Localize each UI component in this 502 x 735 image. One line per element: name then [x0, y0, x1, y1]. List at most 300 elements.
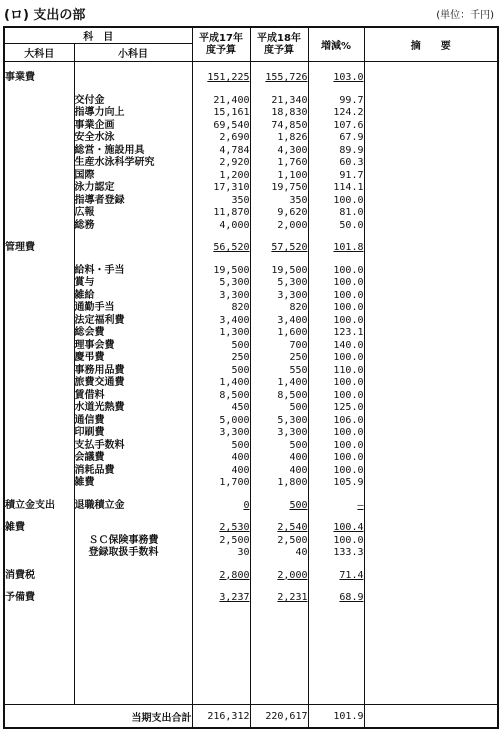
spacer-row: [4, 232, 498, 242]
spacer-row: [4, 605, 498, 615]
category-cell: [4, 95, 74, 108]
value-h18: [250, 242, 308, 255]
category-label: 消費税: [4, 570, 74, 583]
table-row: [4, 277, 498, 290]
value-h18: 1,400: [250, 377, 308, 390]
remarks-cell: [364, 415, 498, 428]
value-h18: 1,760: [250, 157, 308, 170]
value-pct: 106.0: [308, 415, 364, 428]
value-h18: 3,400: [250, 315, 308, 328]
item-label: [74, 72, 192, 85]
category-cell: [4, 427, 74, 440]
remarks-cell: [364, 315, 498, 328]
category-cell: [4, 365, 74, 378]
value-h18: 700: [250, 340, 308, 353]
remarks-cell: [364, 427, 498, 440]
item-label: 慶弔費: [74, 352, 192, 365]
remarks-cell: [364, 465, 498, 478]
category-cell: [4, 440, 74, 453]
value-pct: 110.0: [308, 365, 364, 378]
category-cell: [4, 170, 74, 183]
value-pct: 100.0: [308, 315, 364, 328]
category-cell: [4, 120, 74, 133]
value-h18: 3,300: [250, 427, 308, 440]
table-row: [4, 95, 498, 108]
table-row: [4, 340, 498, 353]
value-h18: 21,340: [250, 95, 308, 108]
value-h18: [250, 522, 308, 535]
category-cell: [4, 220, 74, 233]
value-h18: 820: [250, 302, 308, 315]
value-h17: [192, 570, 250, 583]
value-h18: 19,750: [250, 182, 308, 195]
item-label: 生産水泳科学研究: [74, 157, 192, 170]
remarks-cell: [364, 352, 498, 365]
value-h17-text: 2,800: [219, 569, 250, 581]
table-row: [4, 452, 498, 465]
total-row: [4, 705, 498, 729]
category-cell: [4, 145, 74, 158]
value-h17-text: 0: [243, 499, 250, 511]
item-label: 総会費: [74, 327, 192, 340]
remarks-cell: [364, 277, 498, 290]
remarks-cell: [364, 390, 498, 403]
value-h18: 8,500: [250, 390, 308, 403]
item-label: 印刷費: [74, 427, 192, 440]
value-pct-text: 101.8: [333, 242, 364, 253]
category-cell: [4, 195, 74, 208]
remarks-cell: [364, 440, 498, 453]
value-h18: [250, 592, 308, 605]
item-label: 消耗品費: [74, 465, 192, 478]
spacer-row: [4, 490, 498, 500]
category-cell: [4, 547, 74, 560]
value-h18: 250: [250, 352, 308, 365]
value-h18: 1,600: [250, 327, 308, 340]
category-cell: [4, 535, 74, 548]
table-row: [4, 107, 498, 120]
value-h18: 4,300: [250, 145, 308, 158]
category-cell: [4, 157, 74, 170]
total-h18: 220,617: [250, 705, 308, 729]
value-h17: 5,300: [192, 277, 250, 290]
value-h17: 11,870: [192, 207, 250, 220]
table-row: [4, 195, 498, 208]
header-h18: [250, 27, 308, 62]
table-row: [4, 182, 498, 195]
value-h18: 1,100: [250, 170, 308, 183]
category-label: 管理費: [4, 242, 74, 255]
value-h17: [192, 72, 250, 85]
value-pct: 125.0: [308, 402, 364, 415]
item-label: 支払手数料: [74, 440, 192, 453]
value-h18: [250, 570, 308, 583]
remarks-cell: [364, 705, 498, 729]
section-row: [4, 72, 498, 85]
value-h17: 500: [192, 340, 250, 353]
value-pct: 100.0: [308, 535, 364, 548]
value-h18: 2,500: [250, 535, 308, 548]
remarks-cell: [364, 522, 498, 535]
section-row: [4, 242, 498, 255]
value-pct: [308, 522, 364, 535]
item-label: 総営・施設用具: [74, 145, 192, 158]
item-label: 雑給: [74, 290, 192, 303]
header-h18-line2: 度予算: [264, 44, 294, 56]
value-pct: [308, 592, 364, 605]
value-pct: 105.9: [308, 477, 364, 490]
item-label: 事務用品費: [74, 365, 192, 378]
remarks-cell: [364, 157, 498, 170]
item-label: 理事会費: [74, 340, 192, 353]
value-h17: 21,400: [192, 95, 250, 108]
table-row: [4, 377, 498, 390]
item-label: 旅費交通費: [74, 377, 192, 390]
spacer-row: [4, 582, 498, 592]
total-pct: 101.9: [308, 705, 364, 729]
header-h18-line1: 平成18年: [257, 32, 301, 44]
value-h18: 500: [250, 402, 308, 415]
table-row: [4, 547, 498, 560]
value-pct-text: 68.9: [339, 592, 364, 603]
value-h17-text: 2,530: [219, 522, 250, 533]
header-dai: 大科目: [4, 44, 74, 62]
value-pct: 100.0: [308, 265, 364, 278]
value-h18-text: 155,726: [265, 72, 308, 83]
table-row: [4, 170, 498, 183]
value-h17: 2,920: [192, 157, 250, 170]
value-h18: 3,300: [250, 290, 308, 303]
remarks-cell: [364, 290, 498, 303]
value-pct: [308, 242, 364, 255]
remarks-cell: [364, 182, 498, 195]
table-row: [4, 440, 498, 453]
category-cell: [4, 465, 74, 478]
value-pct: 100.0: [308, 195, 364, 208]
value-h18: 1,826: [250, 132, 308, 145]
value-h18: 5,300: [250, 277, 308, 290]
value-h17: 400: [192, 465, 250, 478]
category-cell: [4, 340, 74, 353]
table-row: [4, 265, 498, 278]
value-h17: 4,784: [192, 145, 250, 158]
value-h18-text: 2,231: [277, 592, 308, 603]
value-pct: 133.3: [308, 547, 364, 560]
remarks-cell: [364, 132, 498, 145]
value-h17: [192, 500, 250, 513]
expense-table: [3, 26, 499, 729]
category-cell: [4, 402, 74, 415]
category-cell: [4, 290, 74, 303]
table-row: [4, 427, 498, 440]
category-cell: [4, 265, 74, 278]
remarks-cell: [364, 500, 498, 513]
value-h17: [192, 242, 250, 255]
value-pct: 100.0: [308, 440, 364, 453]
value-pct: 100.0: [308, 302, 364, 315]
table-row: [4, 402, 498, 415]
table-row: [4, 220, 498, 233]
value-h17: 3,300: [192, 290, 250, 303]
table-row: [4, 315, 498, 328]
value-pct: 99.7: [308, 95, 364, 108]
value-h17-text: 3,237: [219, 592, 250, 603]
remarks-cell: [364, 95, 498, 108]
spacer-row: [4, 85, 498, 95]
item-label: 総務: [74, 220, 192, 233]
remarks-cell: [364, 220, 498, 233]
value-h17: 820: [192, 302, 250, 315]
category-cell: [4, 302, 74, 315]
spacer-row: [4, 512, 498, 522]
value-h17-text: 151,225: [207, 72, 250, 83]
item-label: 賃借料: [74, 390, 192, 403]
remarks-cell: [364, 107, 498, 120]
table-row: [4, 365, 498, 378]
category-label: 積立金支出: [4, 500, 74, 513]
remarks-cell: [364, 452, 498, 465]
value-pct: 91.7: [308, 170, 364, 183]
category-cell: [4, 452, 74, 465]
remarks-cell: [364, 72, 498, 85]
table-row: [4, 290, 498, 303]
value-h17: 1,300: [192, 327, 250, 340]
section-row: [4, 522, 498, 535]
item-label: 退職積立金: [74, 500, 192, 513]
table-row: [4, 302, 498, 315]
value-h18-text: 57,520: [271, 242, 308, 253]
item-label: 国際: [74, 170, 192, 183]
value-h17: 450: [192, 402, 250, 415]
remarks-cell: [364, 145, 498, 158]
item-label: 安全水泳: [74, 132, 192, 145]
section-row: [4, 592, 498, 605]
table-row: [4, 132, 498, 145]
table-row: [4, 157, 498, 170]
item-label: 泳力認定: [74, 182, 192, 195]
value-pct: 124.2: [308, 107, 364, 120]
value-h17: [192, 522, 250, 535]
value-h17: 500: [192, 440, 250, 453]
section-row: [4, 500, 498, 513]
value-h17: 350: [192, 195, 250, 208]
value-h17: 15,161: [192, 107, 250, 120]
value-pct-text: 103.0: [333, 72, 364, 83]
value-pct: [308, 72, 364, 85]
value-pct: 100.0: [308, 377, 364, 390]
value-h18: 400: [250, 465, 308, 478]
header-h17-line1: 平成17年: [199, 32, 243, 44]
item-label: 広報: [74, 207, 192, 220]
value-h17: 1,400: [192, 377, 250, 390]
value-h17: 1,700: [192, 477, 250, 490]
header-zougen: 増減%: [308, 27, 364, 62]
value-h18-text: 2,540: [277, 522, 308, 533]
page-title: (ロ) 支出の部: [4, 8, 86, 23]
section-row: [4, 570, 498, 583]
item-label: 会議費: [74, 452, 192, 465]
category-cell: [4, 352, 74, 365]
item-label: ＳＣ保険事務費: [74, 535, 192, 548]
remarks-cell: [364, 402, 498, 415]
table-row: [4, 352, 498, 365]
value-h18: 9,620: [250, 207, 308, 220]
total-label: 当期支出合計: [4, 705, 192, 729]
value-pct: 114.1: [308, 182, 364, 195]
item-label: 交付金: [74, 95, 192, 108]
remarks-cell: [364, 242, 498, 255]
item-label: 指導者登録: [74, 195, 192, 208]
header-tekiyo: 摘 要: [364, 27, 498, 62]
header-kamoku: 科 目: [4, 27, 192, 44]
value-h17: [192, 592, 250, 605]
value-pct: 100.0: [308, 465, 364, 478]
value-h18: [250, 72, 308, 85]
value-h17-text: 56,520: [213, 242, 250, 253]
category-cell: [4, 107, 74, 120]
item-label: [74, 522, 192, 535]
remarks-cell: [364, 547, 498, 560]
value-h18: 350: [250, 195, 308, 208]
spacer-row: [4, 255, 498, 265]
item-label: 通勤手当: [74, 302, 192, 315]
table-body: [4, 62, 498, 729]
value-h17: 1,200: [192, 170, 250, 183]
remarks-cell: [364, 265, 498, 278]
item-label: 賞与: [74, 277, 192, 290]
item-label: 水道光熱費: [74, 402, 192, 415]
value-h17: 69,540: [192, 120, 250, 133]
value-pct: 89.9: [308, 145, 364, 158]
value-pct: 100.0: [308, 277, 364, 290]
item-label: [74, 570, 192, 583]
value-h18: [250, 500, 308, 513]
value-h18: 74,850: [250, 120, 308, 133]
value-h18: 550: [250, 365, 308, 378]
value-h17: 17,310: [192, 182, 250, 195]
unit-note: (単位：千円): [436, 10, 494, 21]
value-pct: 100.0: [308, 290, 364, 303]
item-label: 指導力向上: [74, 107, 192, 120]
category-cell: [4, 207, 74, 220]
value-h18: 1,800: [250, 477, 308, 490]
filler-row: [4, 615, 498, 705]
value-pct: 67.9: [308, 132, 364, 145]
value-pct: 60.3: [308, 157, 364, 170]
value-h17: 8,500: [192, 390, 250, 403]
value-pct: [308, 500, 364, 513]
remarks-cell: [364, 340, 498, 353]
table-row: [4, 535, 498, 548]
value-pct: 107.6: [308, 120, 364, 133]
value-h18: 5,300: [250, 415, 308, 428]
value-h17: 2,690: [192, 132, 250, 145]
value-pct: 123.1: [308, 327, 364, 340]
value-pct: 100.0: [308, 352, 364, 365]
table-row: [4, 415, 498, 428]
remarks-cell: [364, 477, 498, 490]
table-row: [4, 327, 498, 340]
remarks-cell: [364, 365, 498, 378]
value-pct: 100.0: [308, 427, 364, 440]
total-h17: 216,312: [192, 705, 250, 729]
value-h17: 5,000: [192, 415, 250, 428]
value-h17: 30: [192, 547, 250, 560]
header-sho: 小科目: [74, 44, 192, 62]
value-h17: 250: [192, 352, 250, 365]
item-label: 通信費: [74, 415, 192, 428]
value-h17: 500: [192, 365, 250, 378]
value-pct: 100.0: [308, 390, 364, 403]
remarks-cell: [364, 535, 498, 548]
item-label: 事業企画: [74, 120, 192, 133]
value-pct-text: 100.4: [333, 522, 364, 533]
table-row: [4, 120, 498, 133]
table-row: [4, 207, 498, 220]
value-h17: 2,500: [192, 535, 250, 548]
category-cell: [4, 377, 74, 390]
value-h18: 400: [250, 452, 308, 465]
value-h17: 400: [192, 452, 250, 465]
item-label: 法定福利費: [74, 315, 192, 328]
value-h18: 40: [250, 547, 308, 560]
item-label: 雑費: [74, 477, 192, 490]
spacer-row: [4, 560, 498, 570]
category-label: 事業費: [4, 72, 74, 85]
item-label: 給料・手当: [74, 265, 192, 278]
value-pct: 100.0: [308, 452, 364, 465]
value-pct: [308, 570, 364, 583]
item-label: [74, 592, 192, 605]
category-label: 雑費: [4, 522, 74, 535]
value-h18: 500: [250, 440, 308, 453]
table-row: [4, 145, 498, 158]
value-h18: 19,500: [250, 265, 308, 278]
remarks-cell: [364, 570, 498, 583]
value-pct: 81.0: [308, 207, 364, 220]
value-h17: 19,500: [192, 265, 250, 278]
remarks-cell: [364, 120, 498, 133]
remarks-cell: [364, 377, 498, 390]
value-h18: 18,830: [250, 107, 308, 120]
item-label: [74, 242, 192, 255]
value-pct-text: 71.4: [339, 569, 364, 581]
category-cell: [4, 390, 74, 403]
item-label: 登録取扱手数料: [74, 547, 192, 560]
spacer-row: [4, 62, 498, 73]
value-h18-text: 500: [289, 499, 308, 511]
value-h18: 2,000: [250, 220, 308, 233]
category-cell: [4, 277, 74, 290]
remarks-cell: [364, 170, 498, 183]
category-cell: [4, 132, 74, 145]
remarks-cell: [364, 302, 498, 315]
remarks-cell: [364, 592, 498, 605]
value-h17: 3,300: [192, 427, 250, 440]
header-h17: [192, 27, 250, 62]
table-row: [4, 465, 498, 478]
table-row: [4, 477, 498, 490]
value-pct: 140.0: [308, 340, 364, 353]
category-label: 予備費: [4, 592, 74, 605]
remarks-cell: [364, 327, 498, 340]
value-h18-text: 2,000: [277, 569, 308, 581]
table-row: [4, 390, 498, 403]
remarks-cell: [364, 207, 498, 220]
category-cell: [4, 315, 74, 328]
category-cell: [4, 327, 74, 340]
remarks-cell: [364, 195, 498, 208]
